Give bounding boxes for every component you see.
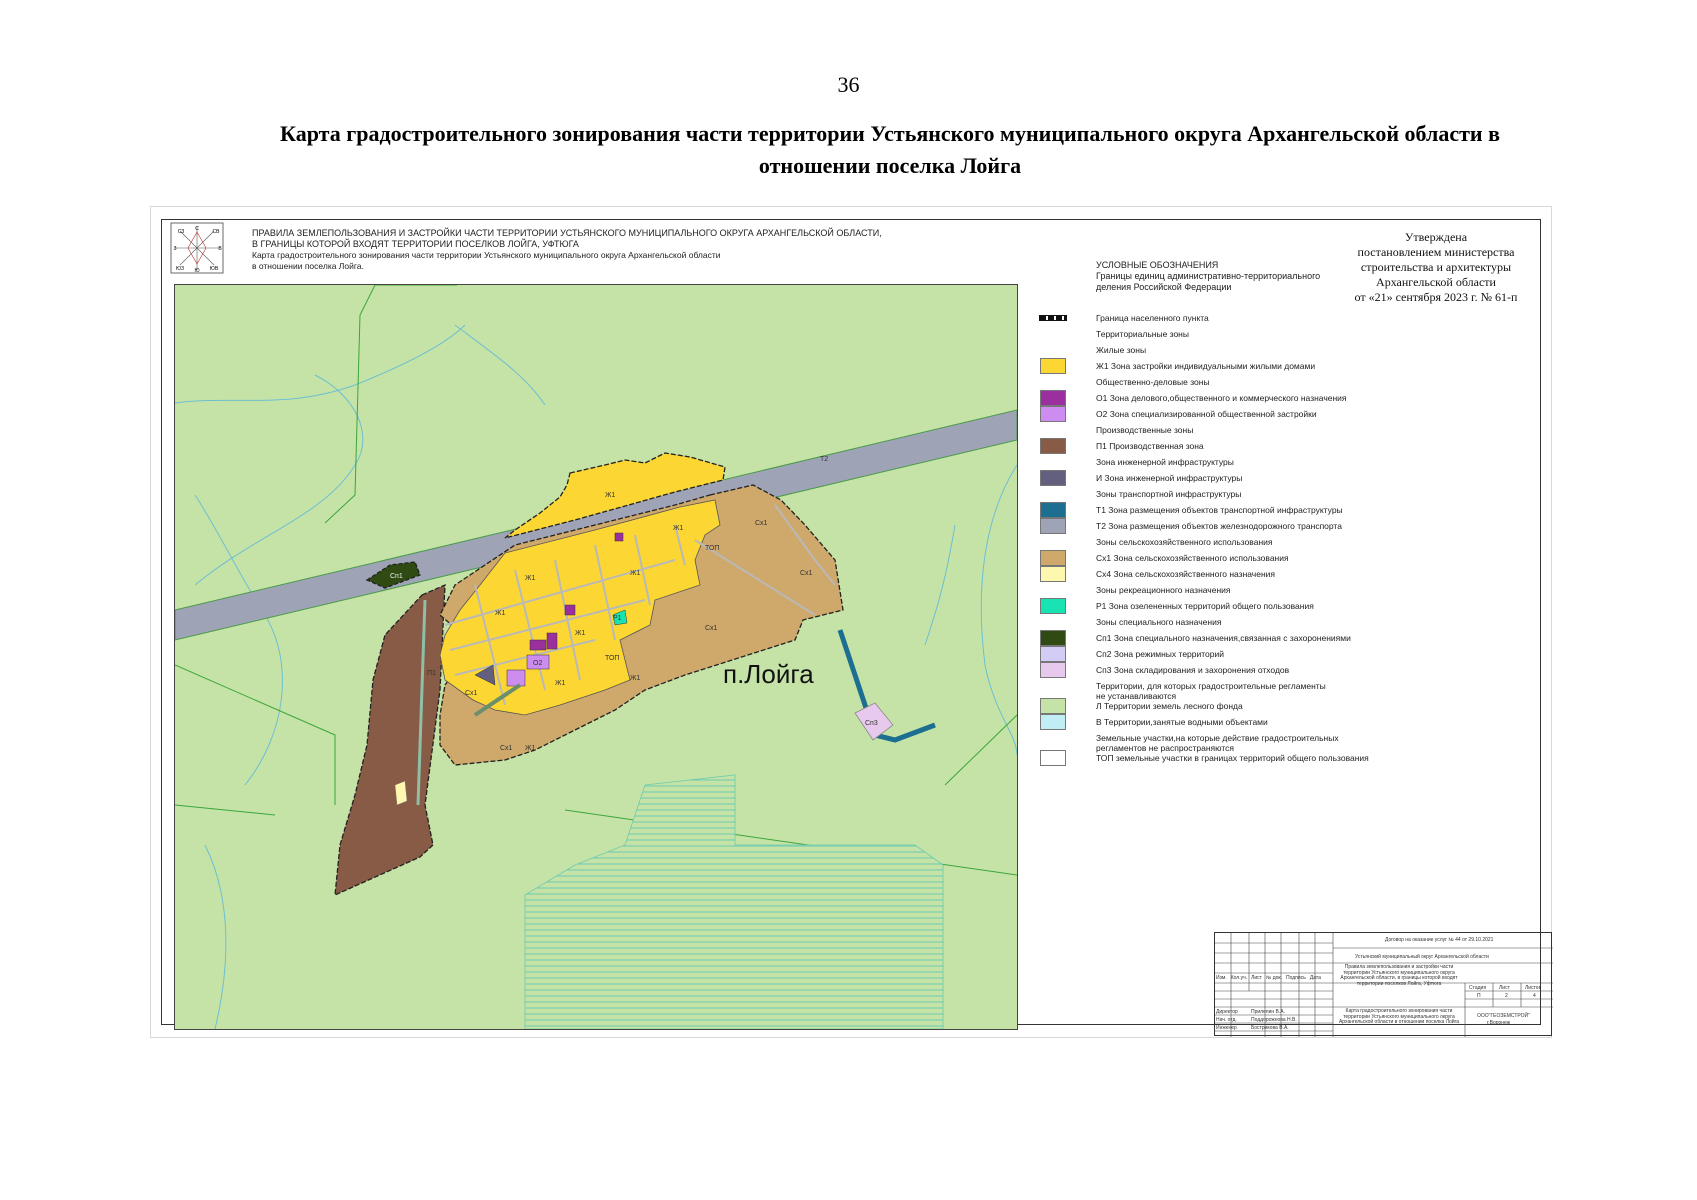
stamp-stage-value: П	[1477, 993, 1481, 999]
legend-item-label: Жилые зоны	[1096, 345, 1147, 355]
label-zh1-c: Ж1	[495, 610, 506, 617]
stamp-col-sign: Подпись	[1286, 975, 1306, 981]
place-name-label: п.Лойга	[723, 659, 814, 689]
legend-swatch	[1040, 750, 1066, 766]
stamp-col-date: Дата	[1309, 975, 1321, 981]
legend-swatch	[1040, 566, 1066, 582]
label-sx1-d: Сх1	[465, 690, 478, 697]
document-title-line2: отношении поселка Лойга	[758, 153, 1022, 178]
legend-swatch	[1040, 406, 1066, 422]
title-block-stamp	[1214, 932, 1552, 1036]
legend-item-label: Земельные участки,на которые действие градостроительных	[1096, 733, 1339, 743]
legend-item-label: Зона инженерной инфраструктуры	[1096, 457, 1234, 467]
stamp-col-kolych: Кол.уч.	[1230, 975, 1248, 981]
legend-swatch	[1040, 358, 1066, 374]
legend-item-label: П1 Производственная зона	[1096, 441, 1204, 451]
legend-header	[1096, 260, 1320, 293]
compass-e: В	[218, 246, 222, 252]
label-zh1-d: Ж1	[575, 630, 586, 637]
zoning-map-svg	[175, 285, 1017, 1029]
page-number: 36	[837, 72, 860, 97]
stamp-name-head: Поддорожнова Н.В.	[1251, 1017, 1297, 1023]
sheet-frame	[161, 219, 1542, 1031]
legend-item-label: Сп2 Зона режимных территорий	[1096, 649, 1225, 659]
stamp-contract: Договор на оказание услуг № 44 от 29.10.2021	[1385, 937, 1494, 943]
legend-item-label: И Зона инженерной инфраструктуры	[1096, 473, 1243, 483]
sheet-header	[252, 228, 882, 272]
label-sx1-c: Сх1	[705, 625, 718, 632]
compass-se: ЮВ	[209, 266, 219, 272]
stamp-sheets-header: Листов	[1525, 985, 1542, 991]
sheet-header-line1: ПРАВИЛА ЗЕМЛЕПОЛЬЗОВАНИЯ И ЗАСТРОЙКИ ЧАСТИ ТЕРРИТОРИИ УСТЬЯНСКОГО МУНИЦИПАЛЬНОГО ОКРУГА АРХАНГЕЛЬСКОЙ ОБЛАСТИ,	[252, 228, 882, 238]
label-zh1-g: Ж1	[630, 675, 641, 682]
compass-w: З	[173, 246, 177, 252]
sheet-header-line3: Карта градостроительного зонирования части территории Устьянского муниципального округа Архангельской области	[252, 250, 721, 260]
label-sx1-e: Сх1	[500, 745, 513, 752]
legend-swatch	[1040, 502, 1066, 518]
legend-item-label: Сх4 Зона сельскохозяйственного назначения	[1096, 569, 1276, 579]
legend-item-label: Р1 Зона озелененных территорий общего пользования	[1096, 601, 1314, 611]
document-title	[200, 118, 1580, 182]
label-zh1-f: Ж1	[555, 680, 566, 687]
label-top-b: ТОП	[605, 655, 620, 662]
legend-item-label: Т1 Зона размещения объектов транспортной инфраструктуры	[1096, 505, 1343, 515]
legend-subtitle1: Границы единиц административно-территориального	[1096, 271, 1321, 281]
legend-swatch	[1040, 470, 1066, 486]
label-zh1-h: Ж1	[525, 745, 536, 752]
legend-item-label: Территориальные зоны	[1096, 329, 1189, 339]
sheet-header-line2: В ГРАНИЦЫ КОТОРОЙ ВХОДЯТ ТЕРРИТОРИИ ПОСЕЛКОВ ЛОЙГА, УФТЮГА	[252, 239, 579, 249]
approval-line4: Архангельской области	[1376, 275, 1496, 289]
stamp-sheet-header: Лист	[1499, 985, 1510, 991]
business-zone-o1-b	[547, 633, 557, 649]
legend-subtitle2: деления Российской Федерации	[1096, 282, 1232, 292]
label-sx1-b: Сх1	[800, 570, 813, 577]
public-zone-o2-b	[507, 670, 525, 686]
legend-item-label: В Территории,занятые водными объектами	[1096, 717, 1268, 727]
legend-swatch-boundary	[1040, 316, 1066, 320]
legend-swatch	[1040, 698, 1066, 714]
legend-item-label: Зоны специального назначения	[1096, 617, 1222, 627]
legend-swatch	[1040, 598, 1066, 614]
legend-swatch	[1040, 646, 1066, 662]
document-title-line1: Карта градостроительного зонирования части территории Устьянского муниципального округа Архангельской области в	[280, 121, 1500, 146]
legend-item-label: Зоны рекреационного назначения	[1096, 585, 1231, 595]
legend-item-label: Сх1 Зона сельскохозяйственного использования	[1096, 553, 1289, 563]
stamp-columns	[1216, 975, 1321, 981]
approval-line3: строительства и архитектуры	[1360, 260, 1512, 274]
approval-line1: Утверждена	[1404, 230, 1468, 244]
agricultural-zone-sx4	[395, 781, 407, 805]
stamp-company: ООО"ГЕОЗЕМСТРОЙ"	[1477, 1013, 1530, 1019]
legend-swatch	[1040, 518, 1066, 534]
compass-ne: СВ	[212, 229, 220, 235]
stamp-role-director: Директор	[1216, 1009, 1238, 1015]
legend-item-label: Л Территории земель лесного фонда	[1096, 701, 1243, 711]
legend-item-label: регламентов не распространяются	[1096, 743, 1235, 753]
stamp-name-engineer: Бострикова В.А.	[1251, 1025, 1289, 1031]
approval-line2: постановлением министерства	[1357, 245, 1515, 259]
label-zh1-north: Ж1	[605, 492, 616, 499]
legend-item-label: Производственные зоны	[1096, 425, 1194, 435]
legend-item-label: Ж1 Зона застройки индивидуальными жилыми домами	[1096, 361, 1316, 371]
label-sp1: Сп1	[390, 573, 403, 580]
legend-item-label: Зоны транспортной инфраструктуры	[1096, 489, 1242, 499]
label-p1: П1	[427, 670, 436, 677]
compass-nw: СЗ	[177, 229, 185, 235]
stamp-sheet-value: 2	[1505, 993, 1508, 999]
label-zh1-e: Ж1	[630, 570, 641, 577]
legend-item-label: Сп1 Зона специального назначения,связанная с захоронениями	[1096, 633, 1351, 643]
legend-swatch	[1040, 438, 1066, 454]
compass-sw: ЮЗ	[175, 266, 185, 272]
stamp-role-head: Нач. отд.	[1216, 1017, 1237, 1023]
zoning-map	[174, 284, 1018, 1030]
sheet-header-line4: в отношении поселка Лойга.	[252, 261, 364, 271]
legend-item-label: Граница населенного пункта	[1096, 313, 1209, 323]
label-t2: Т2	[820, 456, 829, 463]
business-zone-o1-c	[565, 605, 575, 615]
label-sx1-a: Сх1	[755, 520, 768, 527]
stamp-project2: Карта градостроительного зонирования части территории Устьянского муниципального округа Архангельской области в отношении поселка Лойга	[1338, 1008, 1460, 1025]
stamp-sheets-value: 4	[1533, 993, 1536, 999]
compass-rose-icon	[170, 222, 224, 274]
business-zone-o1-d	[615, 533, 623, 541]
stamp-municipality: Устьянский муниципальный округ Архангельской области	[1355, 954, 1489, 960]
stamp-company-city: г.Воронеж	[1487, 1020, 1511, 1026]
legend-item-label: О2 Зона специализированной общественной застройки	[1096, 409, 1317, 419]
compass-s: Ю	[194, 268, 200, 274]
legend-item-label: Т2 Зона размещения объектов железнодорожного транспорта	[1096, 521, 1342, 531]
legend-swatch	[1040, 662, 1066, 678]
label-r1: Р1	[613, 615, 622, 622]
stamp-project1: Правила землепользования и застройки части территории Устьянского муниципального округа Архангельской области, в границы которой входят территории поселков Лойга, Уфтюга	[1340, 964, 1458, 987]
stamp-name-director: Прилепин В.А.	[1251, 1009, 1285, 1015]
compass-n: С	[195, 226, 199, 232]
label-zh1-b: Ж1	[525, 575, 536, 582]
stamp-col-doc: № док.	[1265, 975, 1283, 981]
legend-swatch	[1040, 714, 1066, 730]
legend-swatch	[1040, 550, 1066, 566]
legend-item-label: О1 Зона делового,общественного и коммерческого назначения	[1096, 393, 1347, 403]
business-zone-o1	[530, 640, 546, 650]
label-zh1-a: Ж1	[673, 525, 684, 532]
label-top-a: ТОП	[705, 545, 720, 552]
label-sp3: Сп3	[865, 720, 878, 727]
legend-title: УСЛОВНЫЕ ОБОЗНАЧЕНИЯ	[1096, 260, 1219, 270]
legend-item-label: Общественно-деловые зоны	[1096, 377, 1210, 387]
map-sheet	[150, 206, 1552, 1038]
legend-item-label: ТОП земельные участки в границах территорий общего пользования	[1096, 753, 1369, 763]
stamp-col-izm: Изм.	[1216, 975, 1227, 981]
stamp-col-list: Лист	[1251, 975, 1262, 981]
stamp-role-engineer: Инженер	[1216, 1025, 1237, 1031]
legend-item-label: Сп3 Зона складирования и захоронения отходов	[1096, 665, 1290, 675]
legend-item-label: Территории, для которых градостроительные регламенты	[1096, 681, 1326, 691]
label-o2: О2	[533, 660, 543, 667]
stamp-stage-header: Стадия	[1469, 985, 1487, 991]
legend-swatch	[1040, 630, 1066, 646]
legend-item-label: Зоны сельскохозяйственного использования	[1096, 537, 1273, 547]
legend-swatch	[1040, 390, 1066, 406]
approval-line5: от «21» сентября 2023 г. № 61-п	[1354, 290, 1518, 304]
legend-item-label: не устанавливаются	[1096, 691, 1177, 701]
approval-block	[1346, 230, 1526, 305]
